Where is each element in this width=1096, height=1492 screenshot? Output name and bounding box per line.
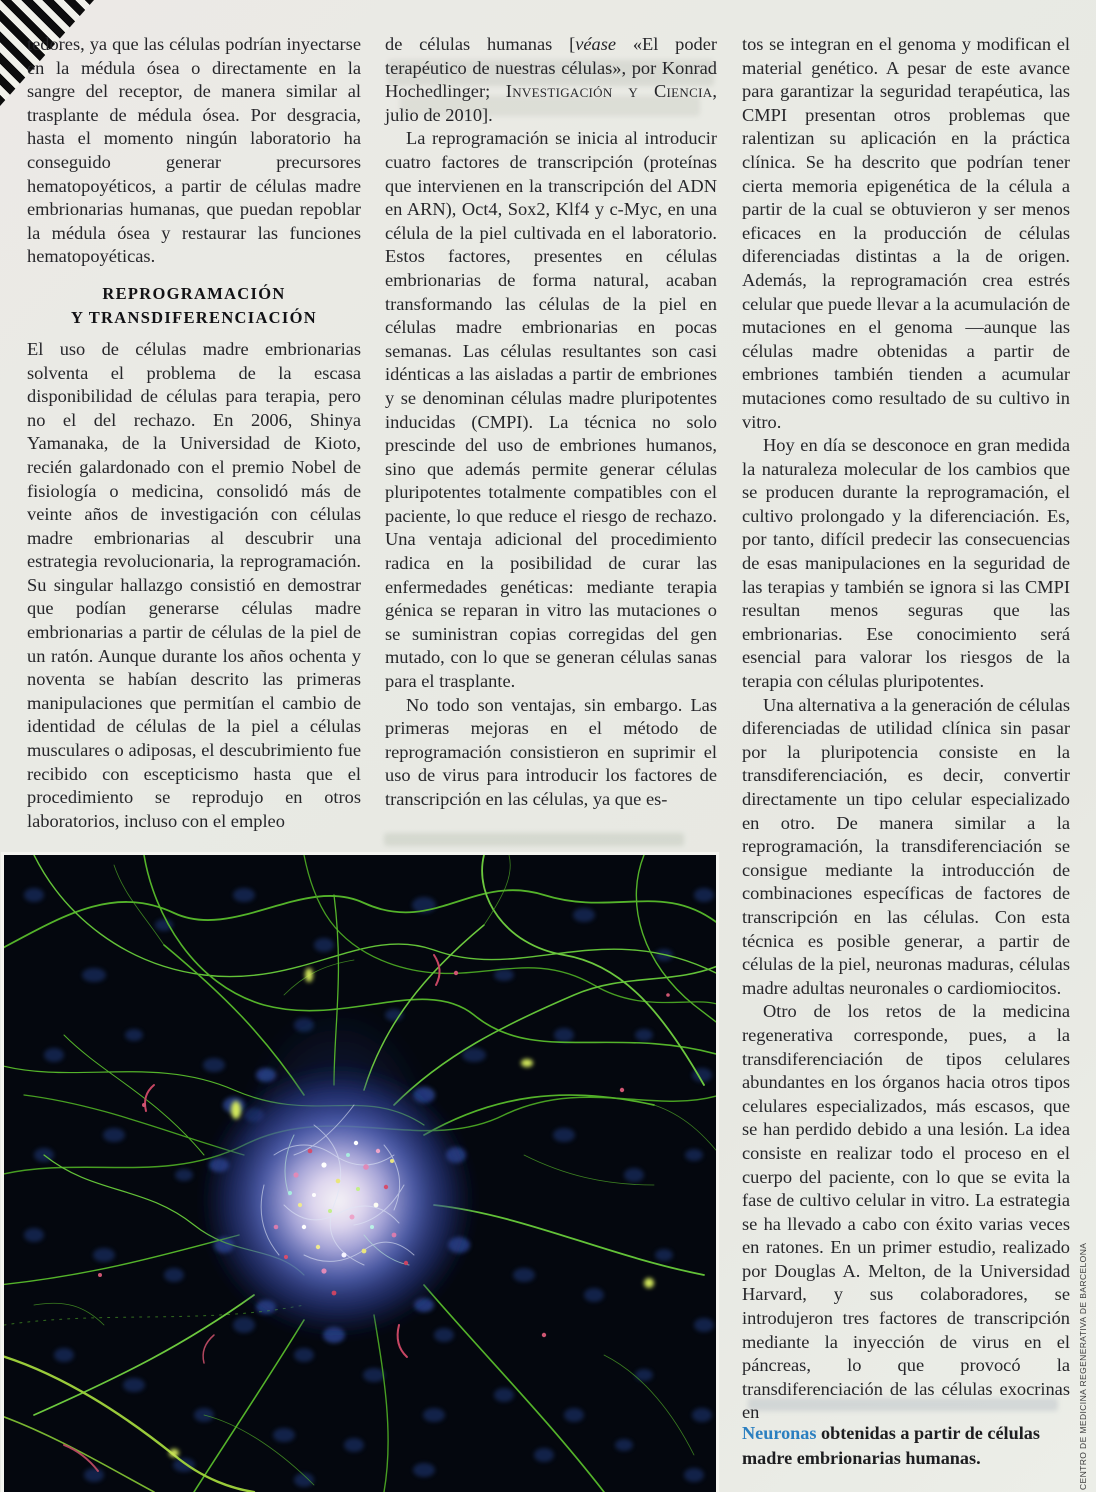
magazine-name-smallcaps: Investigación y Ciencia [505, 81, 713, 102]
body-paragraph: El uso de células madre embrionarias solventa el problema de la escasa disponibilidad de células para terapia, pero no el del rechazo. En 2006, Shinya Yamanaka, de la Universidad de Kioto, recién galardonado con el premio Nobel de fisiología o medicina, consolidó más de veinte años de investigación con células madre embrionarias al descubrir una estrategia revolucionaria, la reprogramación. Su singular hallazgo consistió en demostrar que podían generarse células madre embrionarias a partir de células de la piel de un ratón. Aunque durante los años ochenta y noventa se habían descrito las primeras manipulaciones que permitían el cambio de identidad de células de la piel a células musculares o adiposas, el descubrimiento fue recibido con escepticismo hasta que el procedimiento se reprodujo en otros laboratorios, incluso con el empleo [27, 338, 361, 831]
figure-caption [742, 1421, 1072, 1471]
print-bleedthrough-ghost [384, 833, 684, 846]
body-paragraph: La reprogramación se inicia al introducir cuatro factores de transcripción (proteínas que intervienen en la transcripción del ADN en ARN), Oct4, Sox2, Klf4 y c-Myc, en una célula de la piel cultivada en el laboratorio. Estos factores, presentes en células embrionarias de forma natural, acaban transformando las células de la piel en células madre embrionarias en pocas semanas. Las células resultantes son casi idénticas a las aisladas a partir de embriones y se denominan células madre pluripotentes inducidas (CMPI). La técnica no solo prescinde del uso de embriones humanos, sino que además permite generar células pluripotentes totalmente compatibles con el paciente, lo que reduce el riesgo de rechazo. Una ventaja adicional del procedimiento radica en la posibilidad de curar las enfermedades genéticas: mediante terapia génica se reparan in vitro las mutaciones o se suministran copias corregidas del gen mutado, con lo que se generan células sanas para el trasplante. [385, 128, 717, 692]
neurons-micrograph [4, 855, 716, 1492]
body-paragraph: tedores, ya que las células podrían inyectarse en la médula ósea o directamente en la sangre del receptor, de manera similar al trasplante de médula ósea. Por desgracia, hasta el momento ningún laboratorio ha conseguido generar precursores hematopoyéticos, a partir de células madre embrionarias humanas, que puedan repoblar la médula ósea y restaurar las funciones hematopoyéticas. [27, 34, 361, 267]
caption-lead-word: Neuronas [742, 1423, 817, 1443]
body-paragraph: No todo son ventajas, sin embargo. Las primeras mejoras en el método de reprogramación consistieron en suprimir el uso de virus para introducir los factores de transcripción en las células, ya que es- [385, 694, 717, 809]
text-column-3 [742, 33, 1070, 1425]
body-paragraph: Hoy en día se desconoce en gran medida la naturaleza molecular de los cambios que se producen durante la reprogramación, el cultivo prolongado y la diferenciación. Es, por tanto, difícil predecir las consecuencias de esas manipulaciones en la seguridad de las terapias y también se ignora si las CMPI resultan menos seguras que las embrionarias. Ese conocimiento será esencial para valorar los riesgos de la terapia con células pluripotentes. [742, 435, 1070, 692]
section-heading-line2: Y TRANSDIFERENCIACIÓN [71, 307, 317, 327]
paragraph-text: de células humanas [ [385, 34, 576, 54]
body-paragraph [385, 33, 717, 127]
neurons-micrograph-image [4, 855, 716, 1492]
body-paragraph: tos se integran en el genoma y modifican el material genético. A pesar de este avance para garantizar la seguridad terapéutica, las CMPI presentan otros problemas que ralentizan su aplicación en la práctica clínica. Se ha descrito que podrían tener cierta memoria epigenética de la célula a partir de la cual se obtuvieron y ser menos eficaces en la producción de células diferenciadas distintas a la de origen. Además, la reprogramación crea estrés celular que puede llevar a la acumulación de mutaciones en el genoma —aunque las células madre obtenidas a partir de embriones también tienden a acumular mutaciones como resultado de su cultivo in vitro. [742, 34, 1070, 432]
body-paragraph: Otro de los retos de la medicina regenerativa corresponde, pues, a la transdiferenciación de tipos celulares abundantes en los órganos hacia otros tipos celulares especializados, más escasos, que se han perdido debido a una lesión. La idea consiste en realizar todo el proceso en el cuerpo del paciente, con lo que se evita la fase de cultivo celular in vitro. La estrategia se ha llevado a cabo con éxito varias veces en ratones. En un primer estudio, realizado por Douglas A. Melton, de la Universidad Harvard, y sus colaboradores, se introdujeron tres factores de transcripción mediante la inyección de virus en el páncreas, lo que provocó la transdiferenciación de las células exocrinas en [742, 1001, 1070, 1423]
caption-text: obtenidas a partir de células madre embrionarias humanas. [742, 1423, 1040, 1468]
body-paragraph: Una alternativa a la generación de células diferenciadas de utilidad clínica sin pasar por la pluripotencia consiste en la transdiferenciación, es decir, convertir directamente un tipo celular especializado en otro. De manera similar a la reprogramación, la transdiferenciación se consigue mediante la introducción de combinaciones específicas de factores de transcripción en las células. Con esta técnica es posible generar, a partir de células de la piel, neuronas maduras, células madre adultas neuronales o cardiomiocitos. [742, 694, 1070, 998]
paragraph-text: «El poder terapéutico de nuestras células», por Konrad Hochedlinger; [385, 34, 718, 102]
paragraph-text: , julio de 2010]. [385, 81, 717, 125]
text-column-1 [27, 33, 361, 833]
text-column-2 [385, 33, 717, 812]
section-heading [27, 282, 361, 330]
photo-credit: CENTRO DE MEDICINA REGENERATIVA DE BARCELONA [1078, 1242, 1088, 1490]
italic-text: véase [575, 34, 617, 54]
section-heading-line1: REPROGRAMACIÓN [102, 283, 286, 303]
